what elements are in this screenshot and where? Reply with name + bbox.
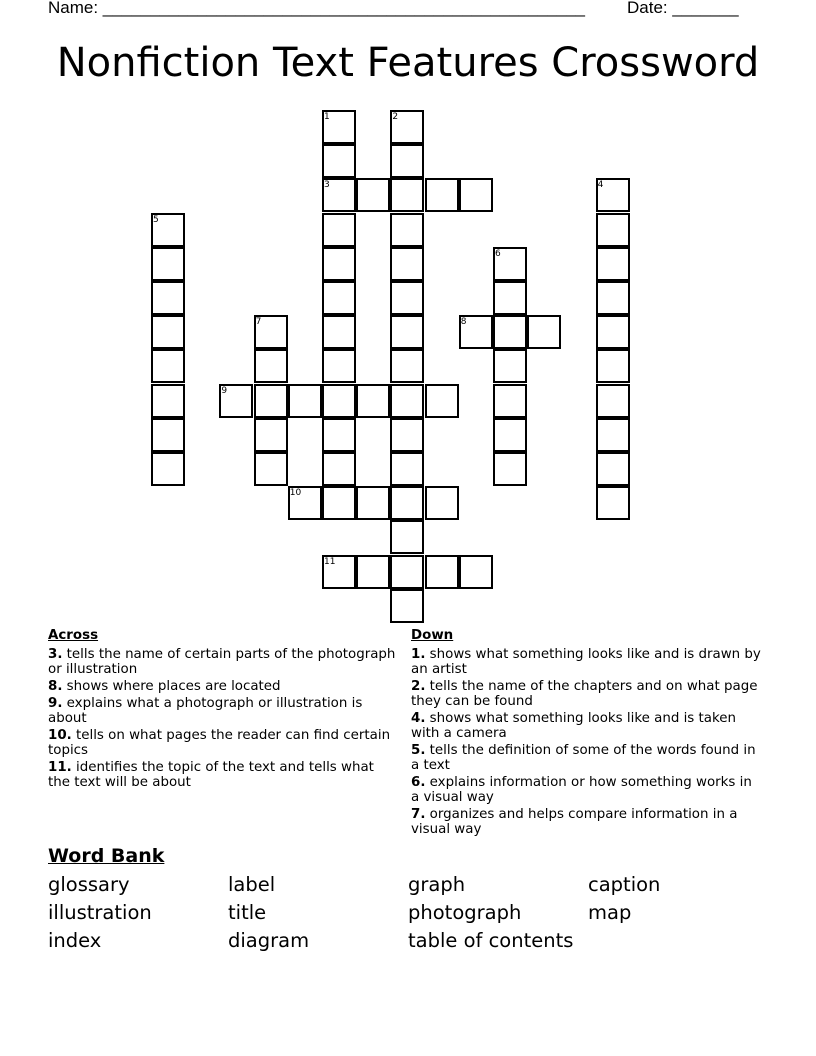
across-clue <box>48 647 400 677</box>
crossword-cell[interactable] <box>288 384 322 418</box>
crossword-cell[interactable] <box>390 452 424 486</box>
clue-number: 3. <box>48 647 63 662</box>
clue-number: 5. <box>411 743 426 758</box>
crossword-cell[interactable] <box>322 384 356 418</box>
clue-text: shows what something looks like and is taken with a camera <box>411 711 736 741</box>
clue-text: tells the definition of some of the words found in a text <box>411 743 756 773</box>
crossword-cell[interactable] <box>596 315 630 349</box>
across-heading: Across <box>48 628 99 643</box>
clue-text: explains what a photograph or illustration is about <box>48 696 363 726</box>
crossword-cell[interactable] <box>390 589 424 623</box>
clue-number-label: 3 <box>324 180 330 191</box>
clue-number: 9. <box>48 696 63 711</box>
clue-text: shows where places are located <box>66 679 281 694</box>
clue-text: tells on what pages the reader can find certain topics <box>48 728 391 758</box>
crossword-cell[interactable] <box>596 247 630 281</box>
crossword-cell[interactable] <box>254 349 288 383</box>
crossword-cell[interactable] <box>322 315 356 349</box>
crossword-cell[interactable] <box>356 555 390 589</box>
crossword-cell[interactable] <box>390 520 424 554</box>
word-bank-item: map <box>588 901 632 924</box>
clue-number-label: 10 <box>289 488 302 499</box>
crossword-cell[interactable] <box>390 247 424 281</box>
crossword-cell[interactable] <box>425 555 459 589</box>
crossword-cell[interactable] <box>493 349 527 383</box>
crossword-cell[interactable] <box>151 349 185 383</box>
crossword-cell[interactable] <box>390 213 424 247</box>
clue-text: explains information or how something works in a visual way <box>411 775 752 805</box>
crossword-cell[interactable] <box>322 452 356 486</box>
clue-number: 11. <box>48 760 72 775</box>
crossword-cell[interactable] <box>390 315 424 349</box>
clue-number: 4. <box>411 711 426 726</box>
clue-text: tells the name of certain parts of the photograph or illustration <box>48 647 396 677</box>
name-line: Name: ___________________________________________________ <box>48 0 585 17</box>
clue-number: 6. <box>411 775 426 790</box>
crossword-cell[interactable] <box>322 144 356 178</box>
crossword-cell[interactable] <box>390 281 424 315</box>
page-title: Nonfiction Text Features Crossword <box>56 40 760 86</box>
crossword-cell[interactable] <box>596 486 630 520</box>
crossword-cell[interactable] <box>322 281 356 315</box>
crossword-cell[interactable] <box>151 247 185 281</box>
crossword-cell[interactable] <box>390 555 424 589</box>
word-bank-item: diagram <box>228 929 310 952</box>
down-clue <box>411 711 763 741</box>
crossword-cell[interactable] <box>596 281 630 315</box>
crossword-cell[interactable] <box>390 486 424 520</box>
word-bank-item: caption <box>588 873 661 896</box>
clue-number-label: 8 <box>460 317 467 328</box>
across-clue <box>48 728 400 758</box>
crossword-cell[interactable] <box>390 384 424 418</box>
crossword-cell[interactable] <box>425 178 459 212</box>
clue-text: organizes and helps compare information in a visual way <box>411 807 738 837</box>
word-bank <box>48 874 768 952</box>
word-bank-item: index <box>48 929 102 952</box>
word-bank-item: table of contents <box>408 929 574 952</box>
clue-number: 1. <box>411 647 426 662</box>
crossword-cell[interactable] <box>493 418 527 452</box>
word-bank-heading: Word Bank <box>48 845 165 867</box>
crossword-cell[interactable] <box>254 418 288 452</box>
crossword-cell[interactable] <box>493 384 527 418</box>
crossword-cell[interactable] <box>493 452 527 486</box>
crossword-cell[interactable] <box>493 315 527 349</box>
down-clue <box>411 775 763 805</box>
crossword-cell[interactable] <box>425 486 459 520</box>
across-clues <box>48 628 400 792</box>
crossword-cell[interactable] <box>322 418 356 452</box>
crossword-cell[interactable] <box>459 555 493 589</box>
word-bank-item: label <box>228 873 276 896</box>
crossword-cell[interactable] <box>356 486 390 520</box>
crossword-cell[interactable] <box>151 452 185 486</box>
clue-number-label: 2 <box>392 112 399 122</box>
down-clue <box>411 679 763 709</box>
clue-number: 7. <box>411 807 426 822</box>
crossword-cell[interactable] <box>322 247 356 281</box>
date-line: Date: _______ <box>627 0 739 17</box>
clue-number-label: 5 <box>153 214 159 225</box>
word-bank-item: glossary <box>48 873 130 896</box>
crossword-cell[interactable] <box>459 178 493 212</box>
clue-text: tells the name of the chapters and on what page they can be found <box>411 679 758 709</box>
crossword-cell[interactable] <box>390 349 424 383</box>
crossword-cell[interactable] <box>322 349 356 383</box>
crossword-cell[interactable] <box>322 486 356 520</box>
crossword-cell[interactable] <box>322 213 356 247</box>
crossword-cell[interactable] <box>151 281 185 315</box>
crossword-cell[interactable] <box>596 452 630 486</box>
crossword-cell[interactable] <box>151 315 185 349</box>
clue-number: 2. <box>411 679 426 694</box>
down-clues <box>411 628 763 839</box>
crossword-cell[interactable] <box>527 315 561 349</box>
crossword-cell[interactable] <box>596 418 630 452</box>
crossword-cell[interactable] <box>596 213 630 247</box>
across-clue <box>48 760 400 790</box>
clue-number: 10. <box>48 728 72 743</box>
crossword-cell[interactable] <box>151 418 185 452</box>
down-clue <box>411 647 763 677</box>
clue-number-label: 4 <box>597 180 604 191</box>
across-clue <box>48 696 400 726</box>
crossword-cell[interactable] <box>356 178 390 212</box>
crossword-cell[interactable] <box>390 178 424 212</box>
crossword-cell[interactable] <box>493 281 527 315</box>
clue-text: identifies the topic of the text and tells what the text will be about <box>48 760 374 790</box>
crossword-cell[interactable] <box>151 384 185 418</box>
clue-number: 8. <box>48 679 63 694</box>
crossword-cell[interactable] <box>425 384 459 418</box>
clue-text: shows what something looks like and is drawn by an artist <box>411 647 761 677</box>
word-bank-item: title <box>228 901 267 924</box>
crossword-cell[interactable] <box>356 384 390 418</box>
down-clue <box>411 807 763 837</box>
across-clue <box>48 679 400 694</box>
word-bank-item: illustration <box>48 901 152 924</box>
clue-number-label: 7 <box>255 317 262 328</box>
clue-number-label: 6 <box>495 248 501 259</box>
down-clue <box>411 743 763 773</box>
word-bank-item: graph <box>408 873 466 896</box>
clue-number-label: 11 <box>324 556 336 567</box>
crossword-cell[interactable] <box>596 349 630 383</box>
word-bank-item: photograph <box>408 901 522 924</box>
crossword-cell[interactable] <box>596 384 630 418</box>
crossword-cell[interactable] <box>390 144 424 178</box>
clue-number-label: 1 <box>324 112 330 122</box>
down-heading: Down <box>411 628 454 643</box>
clue-number-label: 9 <box>221 385 228 396</box>
crossword-cell[interactable] <box>254 452 288 486</box>
crossword-cell[interactable] <box>390 418 424 452</box>
crossword-cell[interactable] <box>254 384 288 418</box>
